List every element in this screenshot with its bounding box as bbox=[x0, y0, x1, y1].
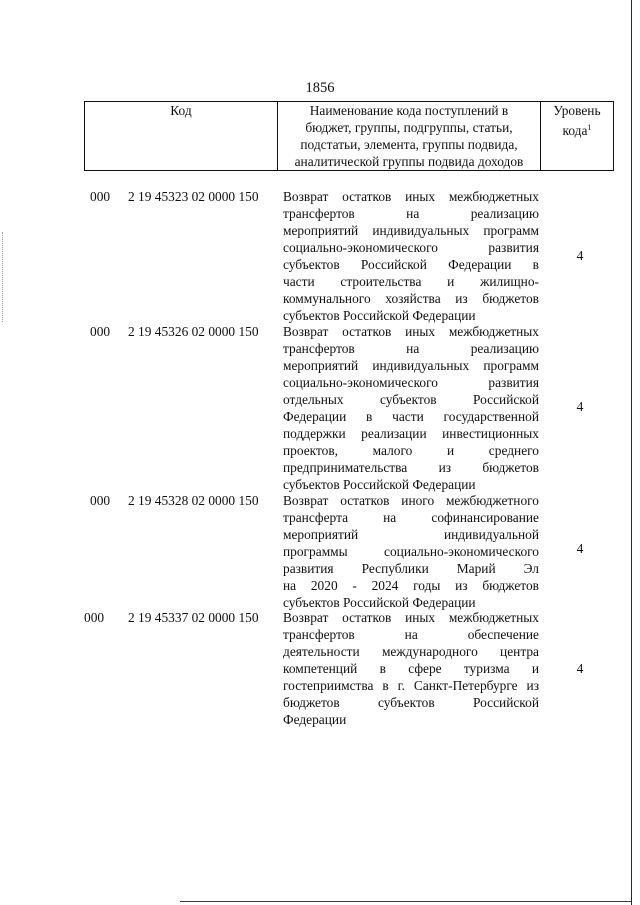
description-line: трансфертов на реализацию bbox=[283, 341, 539, 356]
description-line: субъектов Российской Федерации в bbox=[283, 257, 539, 272]
description-line: социально-экономического развития bbox=[283, 375, 539, 390]
budget-code: 2 19 45337 02 0000 150 bbox=[128, 610, 259, 625]
description-line: Федерации в части государственной bbox=[283, 409, 539, 424]
description-line: субъектов Российской Федерации bbox=[283, 595, 476, 610]
description-line: развития Республики Марий Эл bbox=[283, 561, 539, 576]
code-level: 4 bbox=[576, 248, 584, 263]
description-line: субъектов Российской Федерации bbox=[283, 477, 476, 492]
header-code-label: Код bbox=[170, 103, 192, 118]
page-number: 1856 bbox=[305, 80, 335, 96]
scan-edge-bottom bbox=[180, 901, 631, 902]
code-description bbox=[283, 188, 539, 324]
description-line: Возврат остатков иных межбюджетных bbox=[283, 189, 539, 204]
description-line: части строительства и жилищно- bbox=[283, 274, 539, 289]
scan-edge-right bbox=[631, 0, 632, 905]
code-level: 4 bbox=[576, 541, 584, 556]
header-code-cell bbox=[85, 102, 278, 171]
description-line: мероприятий индивидуальной bbox=[283, 527, 539, 542]
description-line: на 2020 - 2024 годы из бюджетов bbox=[283, 578, 539, 593]
header-name-line: подстатьи, элемента, группы подвида, bbox=[300, 137, 518, 152]
code-level: 4 bbox=[576, 399, 584, 414]
description-line: мероприятий индивидуальных программ bbox=[283, 223, 539, 238]
header-name-line: бюджет, группы, подгруппы, статьи, bbox=[305, 120, 513, 135]
code-prefix: 000 bbox=[84, 610, 105, 625]
description-line: бюджетов субъектов Российской bbox=[283, 695, 539, 710]
description-line: коммунального хозяйства из бюджетов bbox=[283, 291, 539, 306]
scan-artifact-dots bbox=[2, 232, 4, 322]
description-line: Возврат остатков иных межбюджетных bbox=[283, 324, 539, 339]
code-description bbox=[283, 492, 539, 611]
description-line: Возврат остатков иных межбюджетных bbox=[283, 610, 539, 625]
code-description bbox=[283, 323, 539, 493]
header-name-cell bbox=[278, 102, 541, 171]
description-line: предпринимательства из бюджетов bbox=[283, 460, 539, 475]
code-prefix: 000 bbox=[90, 324, 111, 339]
description-line: трансфертов на обеспечение bbox=[283, 627, 539, 642]
description-line: отдельных субъектов Российской bbox=[283, 392, 539, 407]
budget-code: 2 19 45323 02 0000 150 bbox=[128, 189, 259, 204]
budget-code: 2 19 45328 02 0000 150 bbox=[128, 493, 259, 508]
description-line: Возврат остатков иного межбюджетного bbox=[283, 493, 539, 508]
code-level: 4 bbox=[576, 661, 584, 676]
header-table bbox=[84, 101, 614, 171]
budget-code: 2 19 45326 02 0000 150 bbox=[128, 324, 259, 339]
description-line: гостеприимства в г. Санкт-Петербурге из bbox=[283, 678, 539, 693]
header-level-line: Уровень bbox=[553, 103, 601, 118]
description-line: трансфертов на реализацию bbox=[283, 206, 539, 221]
description-line: проектов, малого и среднего bbox=[283, 443, 539, 458]
header-level-line bbox=[543, 119, 611, 139]
description-line: мероприятий индивидуальных программ bbox=[283, 358, 539, 373]
header-level-cell bbox=[541, 102, 614, 171]
description-line: субъектов Российской Федерации bbox=[283, 308, 476, 323]
header-name-line: аналитической группы подвида доходов bbox=[294, 154, 524, 169]
code-prefix: 000 bbox=[90, 189, 111, 204]
header-name-line: Наименование кода поступлений в bbox=[309, 103, 509, 118]
description-line: Федерации bbox=[283, 712, 347, 727]
description-line: поддержки реализации инвестиционных bbox=[283, 426, 539, 441]
description-line: социально-экономического развития bbox=[283, 240, 539, 255]
footnote-marker: 1 bbox=[587, 123, 592, 132]
code-prefix: 000 bbox=[90, 493, 111, 508]
description-line: компетенций в сфере туризма и bbox=[283, 661, 539, 676]
code-description bbox=[283, 609, 539, 728]
header-level-label: кода bbox=[562, 123, 588, 138]
description-line: деятельности международного центра bbox=[283, 644, 539, 659]
description-line: программы социально-экономического bbox=[283, 544, 539, 559]
description-line: трансферта на софинансирование bbox=[283, 510, 539, 525]
